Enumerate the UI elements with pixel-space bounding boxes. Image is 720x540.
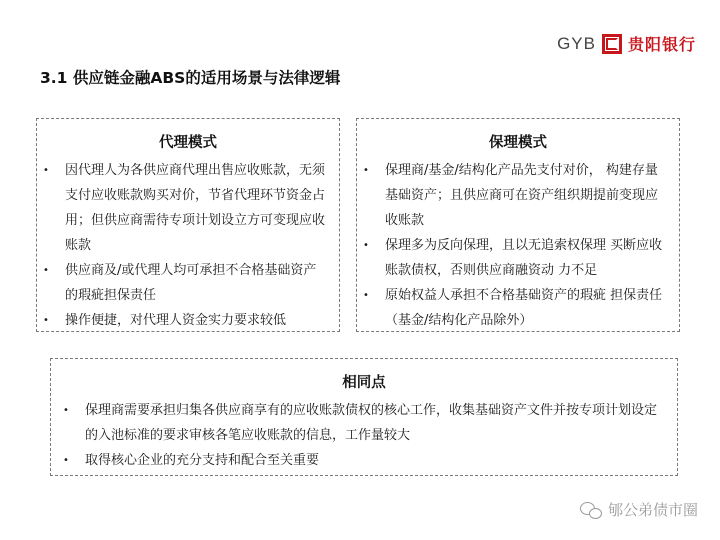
factoring-mode-title: 保理模式	[489, 135, 547, 151]
list-item: • 保理商需要承担归集各供应商享有的应收账款债权的核心工作，收集基础资产文件并按专项计划设定的入池标准的要求审核各笔应收账款的信息，工作量较大	[85, 398, 667, 448]
list-item: • 因代理人为各供应商代理出售应收账款，无须支付应收账款购买对价，节省代理环节资金占用；但供应商需待专项计划设立方可变现应收账款	[65, 158, 329, 258]
common-points-title: 相同点	[342, 375, 386, 391]
logo-text: GYB	[557, 33, 596, 53]
wechat-watermark	[580, 499, 698, 520]
common-points-list	[51, 398, 677, 473]
agency-mode-points	[37, 158, 339, 333]
list-item: • 供应商及/或代理人均可承担不合格基础资产的瑕疵担保责任	[65, 258, 329, 308]
logo-name: 贵阳银行	[627, 35, 696, 54]
list-item: • 操作便捷，对代理人资金实力要求较低	[65, 308, 329, 333]
logo-mark-icon	[602, 34, 622, 54]
slide-title: 3.1 供应链金融ABS的适用场景与法律逻辑	[40, 69, 341, 87]
factoring-mode-box	[356, 118, 680, 332]
list-item: • 保理商/基金/结构化产品先支付对价， 构建存量基础资产；且供应商可在资产组织期提前变现应收账款	[385, 158, 669, 233]
common-points-box	[50, 358, 678, 476]
list-item: • 原始权益人承担不合格基础资产的瑕疵 担保责任（基金/结构化产品除外）	[385, 283, 669, 333]
bank-logo	[557, 32, 696, 55]
list-item: • 保理多为反向保理，且以无追索权保理 买断应收账款债权，否则供应商融资动 力不足	[385, 233, 669, 283]
agency-mode-title: 代理模式	[159, 135, 217, 151]
watermark-text: 郇公弟债市圈	[607, 501, 698, 519]
agency-mode-box	[36, 118, 340, 332]
factoring-mode-points	[357, 158, 679, 333]
list-item: • 取得核心企业的充分支持和配合至关重要	[85, 448, 667, 473]
wechat-icon	[580, 501, 602, 519]
